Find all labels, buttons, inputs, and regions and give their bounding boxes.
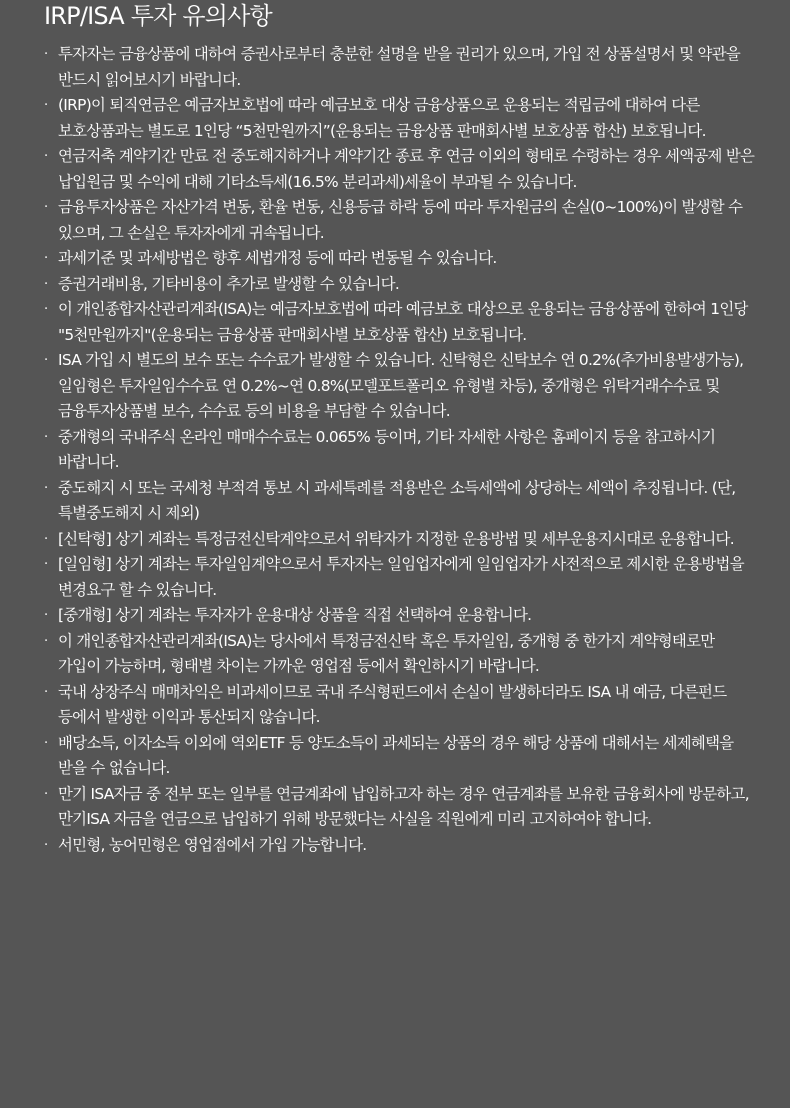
notice-text: 만기 ISA자금 중 전부 또는 일부를 연금계좌에 납입하고자 하는 경우 연금계좌를 보유한 금융회사에 방문하고, 만기ISA 자금을 연금으로 납입하기 위해 방문했다는 사실을 직원에게 미리 고지하여야 합니다. <box>58 784 749 828</box>
notice-list <box>44 42 760 858</box>
list-item <box>44 42 760 93</box>
notice-text: 국내 상장주식 매매차익은 비과세이므로 국내 주식형펀드에서 손실이 발생하더라도 ISA 내 예금, 다른펀드 등에서 발생한 이익과 통산되지 않습니다. <box>58 682 727 726</box>
list-item <box>44 425 760 476</box>
notice-text: 중도해지 시 또는 국세청 부적격 통보 시 과세특례를 적용받은 소득세액에 상당하는 세액이 추징됩니다. (단, 특별중도해지 시 제외) <box>58 478 736 522</box>
list-item <box>44 476 760 527</box>
list-item <box>44 731 760 782</box>
list-item <box>44 552 760 603</box>
bullet-dot: · <box>44 684 48 700</box>
notice-text: (IRP)이 퇴직연금은 예금자보호법에 따라 예금보호 대상 금융상품으로 운용되는 적립금에 대하여 다른 보호상품과는 별도로 1인당 “5천만원까지”(운용되는 금융상품 판매회사별 보호상품 합산) 보호됩니다. <box>58 96 706 140</box>
notice-text: [중개형] 상기 계좌는 투자자가 운용대상 상품을 직접 선택하여 운용합니다. <box>58 606 532 624</box>
notice-text: 금융투자상품은 자산가격 변동, 환율 변동, 신용등급 하락 등에 따라 투자원금의 손실(0~100%)이 발생할 수 있으며, 그 손실은 투자자에게 귀속됩니다. <box>58 198 743 242</box>
bullet-dot: · <box>44 200 48 215</box>
notice-text: [일임형] 상기 계좌는 투자일임계약으로서 투자자는 일임업자에게 일임업자가 사전적으로 제시한 운용방법을 변경요구 할 수 있습니다. <box>58 555 744 599</box>
bullet-dot: · <box>44 353 48 368</box>
notice-text: 증권거래비용, 기타비용이 추가로 발생할 수 있습니다. <box>58 274 400 293</box>
notice-text: 중개형의 국내주식 온라인 매매수수료는 0.065% 등이며, 기타 자세한 사항은 홈페이지 등을 참고하시기 바랍니다. <box>58 427 716 471</box>
bullet-dot: · <box>44 47 48 62</box>
bullet-dot: · <box>44 429 48 445</box>
list-item <box>44 348 760 425</box>
list-item <box>44 272 760 298</box>
list-item <box>44 93 760 144</box>
bullet-dot: · <box>44 251 48 266</box>
list-item <box>44 629 760 680</box>
bullet-dot: · <box>44 735 48 751</box>
notice-text: [신탁형] 상기 계좌는 특정금전신탁계약으로서 위탁자가 지정한 운용방법 및 세부운용지시대로 운용합니다. <box>58 529 734 548</box>
notice-text: 투자자는 금융상품에 대하여 증권사로부터 충분한 설명을 받을 권리가 있으며, 가입 전 상품설명서 및 약관을 반드시 읽어보시기 바랍니다. <box>58 45 741 89</box>
notice-text: 과세기준 및 과세방법은 향후 세법개정 등에 따라 변동될 수 있습니다. <box>58 249 497 267</box>
bullet-dot: · <box>44 149 48 164</box>
list-item <box>44 782 760 833</box>
bullet-dot: · <box>44 276 48 292</box>
page-title: IRP/ISA 투자 유의사항 <box>44 2 272 30</box>
list-item <box>44 833 760 859</box>
bullet-dot: · <box>44 302 48 317</box>
notice-text: 이 개인종합자산관리계좌(ISA)는 예금자보호법에 따라 예금보호 대상으로 운용되는 금융상품에 한하여 1인당 "5천만원까지"(운용되는 금융상품 판매회사별 보호상품 합산) 보호됩니다. <box>58 300 748 344</box>
list-item <box>44 246 760 272</box>
notice-text: 배당소득, 이자소득 이외에 역외ETF 등 양도소득이 과세되는 상품의 경우 해당 상품에 대해서는 세제혜택을 받을 수 없습니다. <box>58 733 734 777</box>
bullet-dot: · <box>44 557 48 572</box>
list-item <box>44 603 760 629</box>
notice-text: 서민형, 농어민형은 영업점에서 가입 가능합니다. <box>58 835 367 854</box>
bullet-dot: · <box>44 608 48 623</box>
bullet-dot: · <box>44 786 48 802</box>
notice-text: 연금저축 계약기간 만료 전 중도해지하거나 계약기간 종료 후 연금 이외의 형태로 수령하는 경우 세액공제 받은 납입원금 및 수익에 대해 기타소득세(16.5% 분리과세)세율이 부과될 수 있습니다. <box>58 147 755 191</box>
bullet-dot: · <box>44 480 48 496</box>
bullet-dot: · <box>44 98 48 113</box>
bullet-dot: · <box>44 837 48 853</box>
list-item <box>44 297 760 348</box>
bullet-dot: · <box>44 633 48 649</box>
bullet-dot: · <box>44 531 48 547</box>
notice-text: 이 개인종합자산관리계좌(ISA)는 당사에서 특정금전신탁 혹은 투자일임, 중개형 중 한가지 계약형태로만 가입이 가능하며, 형태별 차이는 가까운 영업점 등에서 확인하시기 바랍니다. <box>58 631 715 675</box>
list-item <box>44 680 760 731</box>
list-item <box>44 144 760 195</box>
list-item <box>44 195 760 246</box>
list-item <box>44 527 760 553</box>
notice-text: ISA 가입 시 별도의 보수 또는 수수료가 발생할 수 있습니다. 신탁형은 신탁보수 연 0.2%(추가비용발생가능), 일임형은 투자일임수수료 연 0.2%~연 0.8%(모델포트폴리오 유형별 차등), 중개형은 위탁거래수수료 및 금융투자상품별 보수, 수수료 등의 비용을 부담할 수 있습니다. <box>58 351 744 420</box>
